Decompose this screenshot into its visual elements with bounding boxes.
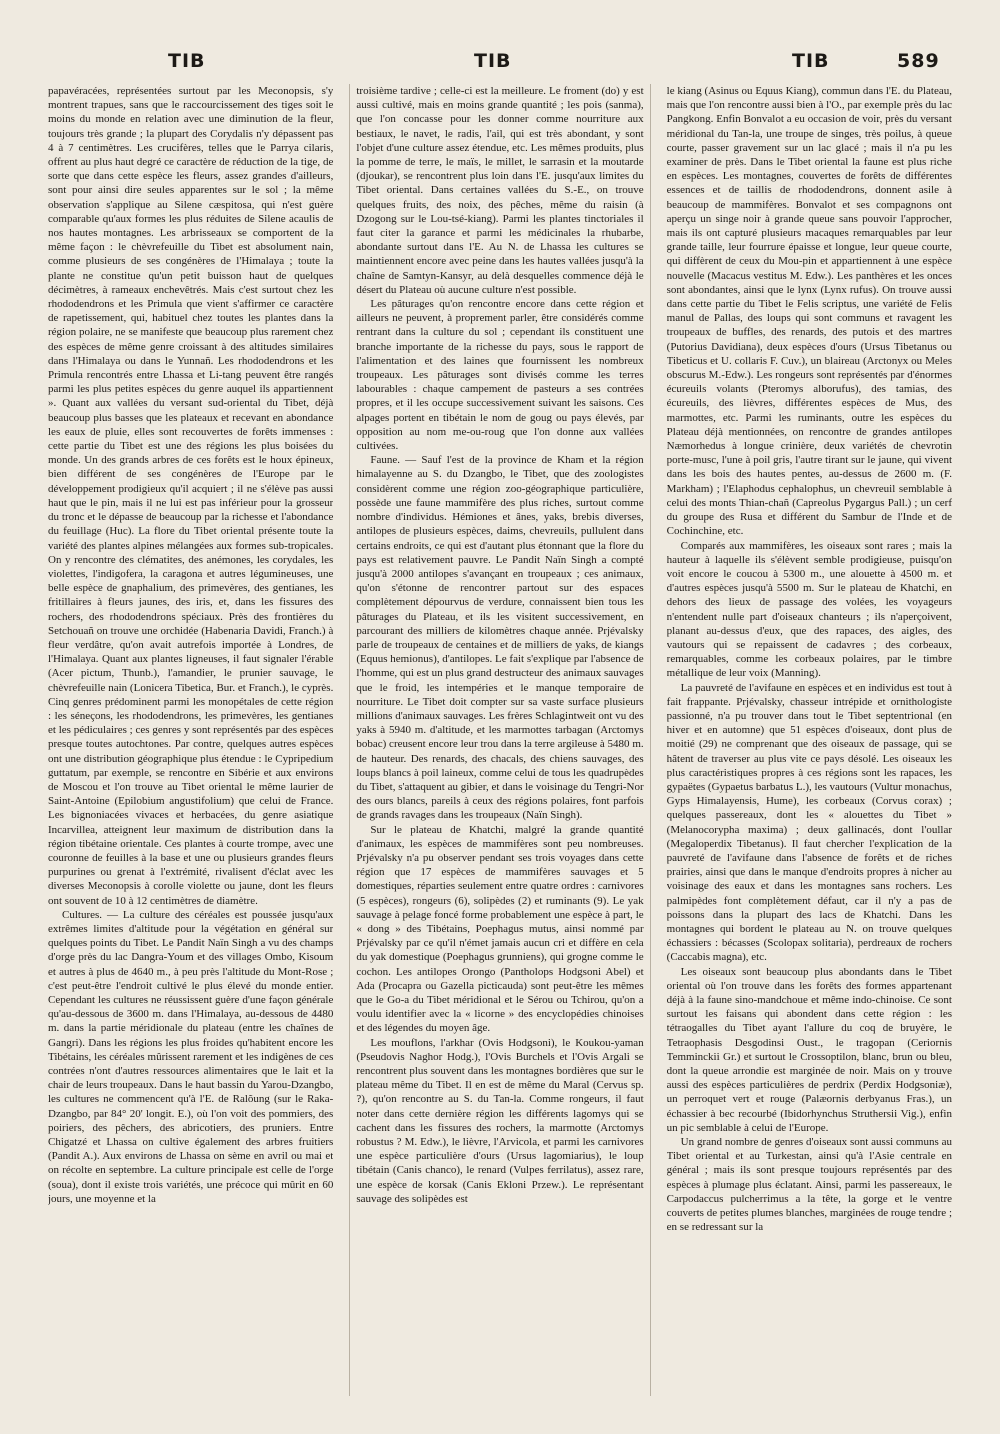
header-word-center: TIB: [474, 50, 512, 72]
paragraph: Cultures. — La culture des céréales est poussée jusqu'aux extrêmes limites d'altitude pour la végétation en général sur quelques points du Tibet. Le Pandit Naïn Singh a vu des champs d'orge près du lac Dangra-Youm et des villages Ombo, Kisoum et autres à plus de 4640 m., à peu près l'altitude du Mont-Rose ; c'est peut-être l'endroit cultivé le plus élevé du monde entier. Cependant les cultures ne réussissent guère d'une façon générale qu'au-dessous de 3600 m. dans l'Himalaya, au-dessous de 4480 m. dans la partie méridionale du plateau (entre les chaînes de Gangri). Dans les régions les plus froides qu'habitent encore les Tibétains, les céréales mûrissent rarement et les indigènes de ces contrées n'ont d'autres ressources alimentaires que le lait et la chair de leurs troupeaux. Dans le haut bassin du Yarou-Dzangbo, les cultures ne commencent qu'à l'E. de Ralõung (sur le Raka-Dzangbo, par 84° 20' longit. E.), où l'on voit des pommiers, des poiriers, des pêchers, des abricotiers, des pruniers. Entre Chigatzé et Lhassa on cultive également des arbres fruitiers (Pandit A.). Aux environs de Lhassa on sème en avril ou mai et on récolte en septembre. La culture principale est celle de l'orge (soua), dont il existe trois variétés, une précoce qui mûrit en 60 jours, une moyenne et la: [48, 908, 334, 1205]
page-number: 589: [897, 50, 940, 72]
header-word-left: TIB: [168, 50, 206, 72]
text-columns: [48, 84, 952, 1396]
running-header: [0, 50, 1000, 86]
paragraph: Les oiseaux sont beaucoup plus abondants dans le Tibet oriental où l'on trouve dans les forêts des formes appartenant déjà à la faune sino-mandchoue et même indo-chinoise. Ce sont surtout les faisans qui abondent dans cette région : les tétraogalles du Tibet ayant l'allure du coq de bruyère, le Tetraophasis Desgodinsi Oust., le tragopan (Ceriornis Temminckii Gr.) et surtout le Crossoptilon, blanc, brun ou bleu, dont la queue arrondie est marginée de noir. Mais on y trouve aussi des espèces particulières de perdrix (Perdix Hodgsoniæ), un perroquet vert et rouge (Palæornis derbyanus Fras.), un échassier à bec recourbé (Ibidorhynchus Struthersii Vig.), enfin un pic semblable à celui de l'Europe.: [666, 965, 952, 1134]
paragraph: La pauvreté de l'avifaune en espèces et en individus est tout à fait frappante. Prjévalsky, chasseur intrépide et ornithologiste passionné, n'a pu trouver dans tout le Tibet septentrional (en hiver et en automne) que 51 espèces d'oiseaux, dont plus de moitié (29) ne comprenant que des oiseaux de passage, qui se hâtent de traverser au plus vite ce pays désolé. Les oiseaux les plus caractéristiques propres à ces régions sont les rapaces, les gypaëtes (Gypaetus barbatus L.), les vautours (Vultur monachus, Gyps Himalayensis, Hume), les corbeaux (Corvus corax) ; quelques passereaux, dont les « alouettes du Tibet » (Melanocorypha maxima) ; deux gallinacés, dont l'oullar (Megaloperdix Tibetanus). Il faut chercher l'explication de la pauvreté de l'avifaune dans l'absence de forêts et de riches prairies, ainsi que dans le manque d'endroits propres à nicher au voisinage des eaux et dans les montagnes sans rochers. Les palmipèdes font complètement défaut, car il n'y a pas de poissons dans la plupart des lacs de Khatchi. Dans les montagnes qui bordent le plateau au N. on trouve quelques échassiers : bécasses (Scolopax solitaria), perdreaux de rochers (Caccabis magna), etc.: [666, 681, 952, 964]
paragraph: Comparés aux mammifères, les oiseaux sont rares ; mais la hauteur à laquelle ils s'élèvent semble prodigieuse, puisqu'on voit encore le coucou à 5300 m., une alouette à 4500 m. et d'autres espèces jusqu'à 5500 m. Sur le plateau de Khatchi, en dehors des lieux de passage des volées, les voyageurs n'entendent nulle part d'oiseaux chanteurs ; ils n'aperçoivent, planant au-dessus d'eux, que des rapaces, des aigles, des vautours qui se repaissent de cadavres ; des corbeaux, remarquables, comme les corbeaux polaires, par le timbre métallique de leur voix (Manning).: [666, 539, 952, 680]
column-1: [48, 84, 333, 1396]
paragraph: Un grand nombre de genres d'oiseaux sont aussi communs au Tibet oriental et au Turkestan, ainsi qu'à l'Asie centrale en général ; mais ils sont presque toujours représentés par des espèces à plumage plus éclatant. Ainsi, parmi les passereaux, le Carpodaccus pulcherrimus a la tête, la gorge et le ventre couverts de petites plumes blanches, marginées de rouge tendre ; en se redressant sur la: [666, 1136, 952, 1234]
paragraph: Les pâturages qu'on rencontre encore dans cette région et ailleurs ne peuvent, à proprement parler, être considérés comme rentrant dans la culture du sol ; cependant ils constituent une branche importante de la richesse du pays, sous le rapport de l'alimentation et des laines que fournissent les nombreux troupeaux. Les pâturages sont divisés comme les terres labourables : chaque campement de pasteurs a ses contrées propres, et il les occupe successivement suivant les saisons. Ces alpages portent en tibétain le nom de goug ou pays élevés, par opposition au nom me-ou-roug que l'on donne aux vallées cultivées.: [356, 298, 644, 453]
paragraph: troisième tardive ; celle-ci est la meilleure. Le froment (do) y est aussi cultivé, mais en moins grande quantité ; les pois (sanma), que l'on concasse pour les donner comme nourriture aux bestiaux, le navet, le radis, l'ail, qui est très abondant, y sont l'objet d'une culture assez étendue, etc. Les mêmes produits, plus la pomme de terre, le maïs, le millet, le sarrasin et la moutarde (djoukar), se rencontrent plus loin dans l'E. jusqu'aux limites du Tibet oriental. Dans certaines vallées du S.-E., on trouve quelques fruits, des noix, des pêches, même du raisin (à Dzogong sur le Lou-tsé-kiang). Parmi les plantes tinctoriales il faut citer la garance et parmi les médicinales la rhubarbe, abondante surtout dans l'E. Au N. de Lhassa les cultures se maintiennent encore avec peine dans les hautes vallées jusqu'à la chaîne de Samtyn-Kansyr, au delà desquelles commence déjà le désert du Plateau où aucune culture n'est possible.: [356, 85, 644, 296]
paragraph: Sur le plateau de Khatchi, malgré la grande quantité d'animaux, les espèces de mammifères sont peu nombreuses. Prjévalsky n'a pu observer pendant ses trois voyages dans cette région que 17 espèces de mammifères sauvages et 5 domestiques, réparties seulement entre quatre ordres : carnivores (5 espèces), rongeurs (6), solipèdes (2) et ruminants (9). Le yak sauvage à pelage foncé forme probablement une espèce à part, le « dong » des Tibétains, Poephagus mutus, ainsi nommé par Prjévalsky par ce qu'il n'émet jamais aucun cri et diffère en cela du yak domestique (Poephagus grunniens), qui grogne comme le cochon. Les antilopes Orongo (Pantholops Hodgsoni Abel) et Ada (Procapra ou Gazella picticauda) sont peut-être les mêmes que le Go-a du Tibet méridional et le Sérou ou Tchirou, qu'on a voulu identifier avec la « licorne » des encyclopédies chinoises et des légendes du moyen âge.: [356, 823, 644, 1035]
header-word-right: TIB: [792, 50, 830, 72]
column-2: [349, 84, 650, 1396]
paragraph: Les mouflons, l'arkhar (Ovis Hodgsoni), le Koukou-yaman (Pseudovis Naghor Hodg.), l'Ovis Burchels et l'Ovis Argali se rencontrent plus souvent dans les montagnes bordières que sur le plateau même du Tibet. Il en est de même du Maral (Cervus sp. ?), qu'on rencontre au S. du Tan-la. Comme rongeurs, il faut noter dans cette dernière région les différents lagomys qui se cachent dans les fissures des rochers, la marmotte (Arctomys robustus ? M. Edw.), le lièvre, l'Arvicola, et parmi les carnivores une espèce particulière d'ours (Ursus lagomiarius), le loup tibétain (Canis chanco), le renard (Vulpes ferrilatus), assez rare, une espèce de korsak (Canis Ekloni Przew.). Le représentant sauvage des solipèdes est: [356, 1036, 644, 1205]
paragraph: le kiang (Asinus ou Equus Kiang), commun dans l'E. du Plateau, mais que l'on rencontre aussi bien à l'O., par exemple près du lac Pangkong. Enfin Bonvalot a eu occasion de voir, près du versant méridional du Tan-la, une troupe de singes, très poilus, à queue courte, passer gravement sur un lac glacé ; mais il n'a pu les examiner de près. Dans le Tibet oriental la faune est plus riche en espèces. Les montagnes, couvertes de forêts de différentes essences et de taillis de rhododendrons, donnent asile à beaucoup de mammifères. Bonvalot et ses compagnons ont aperçu un singe noir à grande queue sans pouvoir l'approcher, mais ils ont capturé plusieurs macaques remarquables par leur grande taille, leur fourrure épaisse et longue, leur queue courte, qui diffèrent de ceux du Mou-pin et appartiennent à une espèce nouvelle (Macacus vestitus M. Edw.). Les panthères et les onces sont abondantes, ainsi que le lynx (Lynx rufus). On trouve aussi dans cette partie du Tibet le Felis scriptus, une variété de Felis manul de Pallas, des loups qui sont communs et ravagent les troupeaux de buffles, des renards, des putois et des martres (Putorius Davidiana), deux espèces d'ours (Ursus Tibetanus ou Tibeticus et U. collaris F. Cuv.), un blaireau (Arctonyx ou Meles obscurus M.-Edw.). Les rongeurs sont représentés par d'énormes écureuils volants (Pteromys alborufus), des tamias, des écureuils, des lièvres, différentes espèces de Mus, des marmottes, etc. Parmi les ruminants, outre les espèces du Plateau déjà mentionnées, on rencontre de grandes antilopes Næmorhedus à longue crinière, deux variétés de chevrotin porte-musc, l'une à poil gris, l'autre tirant sur le jaune, qui vivent dans les bois des hautes pentes, au-dessus de 2600 m. (F. Markham) ; l'Elaphodus cephalophus, un chevreuil semblable à celui des monts Thian-chañ (Capreolus Pygargus Pall.) ; un cerf du groupe des Rusa et différent du Sambur de l'Inde et de Cochinchine, etc.: [666, 85, 952, 538]
column-3: [667, 84, 952, 1396]
paragraph: Faune. — Sauf l'est de la province de Kham et la région himalayenne au S. du Dzangbo, le Tibet, que des zoologistes considèrent comme une région zoo-géographique particulière, possède une faune mammifère des plus riches, surtout comme nombre d'individus. Hémiones et ânes, yaks, brebis diverses, antilopes de plusieurs espèces, daims, chevreuils, pullulent dans certains endroits, ce qui est d'autant plus étonnant que la flore du pays est relativement pauvre. Le Pandit Naïn Singh a compté jusqu'à 2000 antilopes s'avançant en troupeaux ; ces animaux, qu'on s'étonne de rencontrer partout sur des espaces complètement dépourvus de verdure, connaissent bien tous les pâturages du Plateau, et ils les visitent successivement, en parcourant des milliers de kilomètres chaque année. Prjévalsky parle de troupeaux de centaines et de milliers de yaks, de kiangs (Equus hemionus), d'antilopes. Le fait s'explique par l'absence de l'homme, qui est un plus grand destructeur des animaux sauvages que le froid, les intempéries et le manque temporaire de nourriture. Le Tibet doit compter sur sa vaste surface plusieurs millions d'animaux sauvages. Les frères Schlagintweit ont vu des yaks à 5940 m. d'altitude, et les marmottes tarbagan (Arctomys bobac) creusent encore leur trou dans la terre argileuse à 5480 m. de hauteur. Des renards, des chacals, des chiens sauvages, des loups blancs à poil laineux, comme celui de tous les quadrupèdes du Tibet, s'attaquent au gibier, et dans le voisinage du Tengri-Nor des ours blancs, pareils à ceux des régions polaires, font parfois de grands ravages dans les troupeaux (Naïn Singh).: [356, 454, 644, 822]
paragraph: papavéracées, représentées surtout par les Meconopsis, s'y montrent trapues, sans que le raccourcissement des tiges soit le moins du monde en relation avec une diminution de la fleur, toujours très grande ; la plupart des Corydalis n'y dépassent pas 4 à 7 centimètres. Les crucifères, telles que le Parrya cilaris, offrent au plus haut degré ce caractère de réduction de la tige, de sorte que dans cette espèce les fleurs, assez grandes d'ailleurs, sont pour ainsi dire seules apparentes sur le sol ; la même observation s'applique au Silene cæspitosa, qui n'est guère comparable qu'aux formes les plus réduites de Silene acaulis de nos hautes montagnes. Les arbrisseaux se comportent de la même façon : le chèvrefeuille du Tibet est absolument nain, comme plusieurs de ses congénères de l'Himalaya ; toute la plante ne constitue qu'un petit buisson haut de quelques décimètres, à rameaux enchevêtrés. Mais c'est surtout chez les rhododendrons et les Primula que vient s'affirmer ce caractère de rapetissement, qui, habituel chez toutes les plantes dans la région polaire, ne se manifeste que beaucoup plus rarement chez des espèces de même genre croissant à des altitudes similaires dans l'Himalaya ou dans le Yunnañ. Les rhododendrons et les Primula rencontrés entre Lhassa et Li-tang peuvent être rangés parmi les plus petites espèces du genre auquel ils appartiennent ». Quant aux vallées du versant sud-oriental du Tibet, déjà beaucoup plus basses que les plateaux et recevant en abondance les eaux de pluie, elles sont recouvertes de forêts immenses : cette partie du Tibet est une des régions les plus boisées du monde. Un des grands arbres de ces forêts est le houx épineux, bien différent de ses congénères de l'Europe par le développement prodigieux qu'il acquiert ; il ne s'élève pas aussi haut que le pin, mais il ne lui est pas inférieur pour la grosseur du tronc et le dépasse de beaucoup par la richesse et l'abondance du feuillage (Huc). La flore du Tibet oriental présente toute la variété des plantes alpines mélangées aux formes sub-tropicales. On y rencontre des clématites, des anémones, les corydales, les violettes, l'indigofera, la caragona et autres légumineuses, une belle espèce de gnaphalium, des primevères, des gentianes, les fritillaires à fleurs jaunes, des iris, et, dans les fissures des rochers, des rhododendrons spéciaux. Près des frontières du Setchouañ on trouve une orchidée (Habenaria Davidi, Franch.) à fleur verdâtre, qu'on avait autrefois importée à Londres, de l'Himalaya. Quant aux plantes ligneuses, il faut signaler l'érable (Acer pictum, Thunb.), l'amandier, le prunier sauvage, le chèvrefeuille nain (Lonicera Tibetica, Bur. et Franch.), le cyprès. Cinq genres prédominent parmi les monopétales de cette région : les séneçons, les rhododendrons, les primevères, les gentianes et les pédiculaires ; ces genres y sont représentés par des espèces presque toutes autochtones. Par contre, quelques autres espèces ont une distribution géographique plus étendue : le Cypripedium guttatum, par exemple, se rencontre en Sibérie et aux environs de Moscou et l'on trouve au Tibet oriental le même laurier de Saint-Antoine (Epilobium angustifolium) que celui de France. Les bignoniacées vivaces et herbacées, du genre asiatique Incarvillea, atteignent leur maximum de distribution dans la région tibétaine orientale. Ces plantes à courte trompe, avec une couronne de feuilles à la base et une ou plusieurs grandes fleurs purpurines ou grenat à l'extrémité, rivalisent d'éclat avec les diverses Meconopsis à corolle violette ou jaune, dont les fleurs ont souvent de 10 à 12 centimètres de diamètre.: [48, 85, 334, 907]
